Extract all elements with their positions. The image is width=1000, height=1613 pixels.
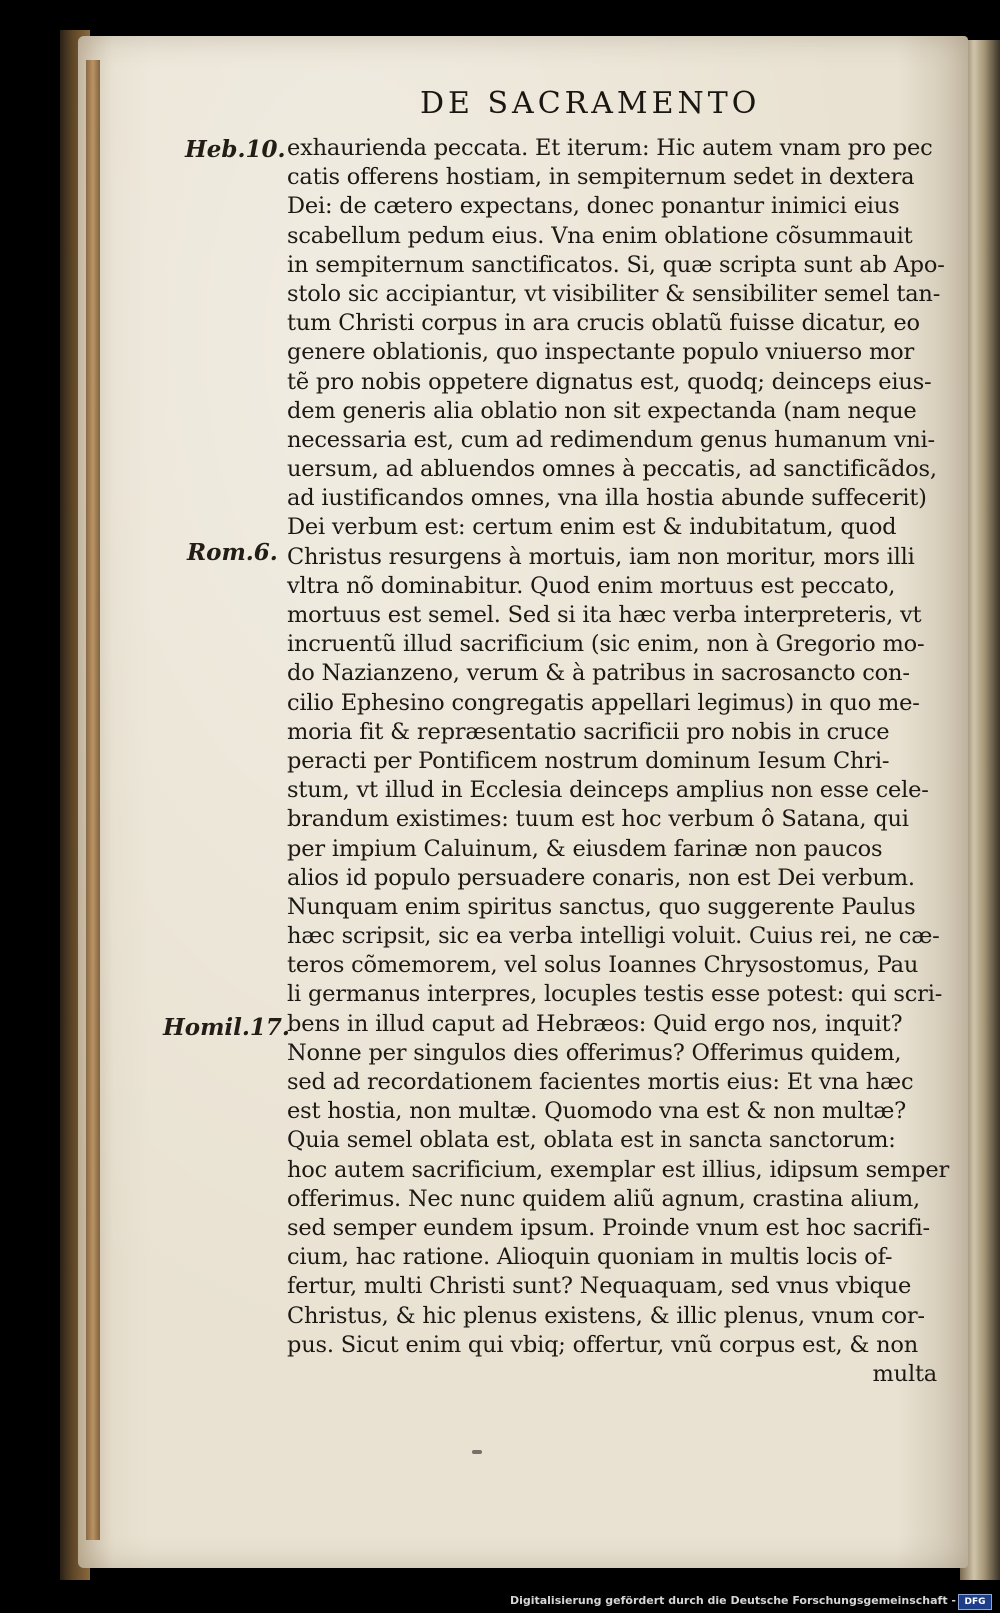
margin-note-homil: Homil.17. — [163, 1014, 290, 1041]
text-line: tẽ pro nobis oppetere dignatus est, quodq; deinceps eius- — [287, 368, 932, 395]
text-line: stolo sic accipiantur, vt visibiliter & sensibiliter semel tan- — [287, 280, 941, 307]
text-line: peracti per Pontificem nostrum dominum Iesum Chri- — [287, 747, 890, 774]
text-line: Nunquam enim spiritus sanctus, quo suggerente Paulus — [287, 893, 916, 920]
text-line: Dei: de cætero expectans, donec ponantur inimici eius — [287, 193, 900, 220]
text-line: per impium Caluinum, & eiusdem farinæ non paucos — [287, 835, 883, 862]
margin-note-rom: Rom.6. — [187, 539, 278, 566]
page-gutter-edge — [86, 60, 100, 1540]
text-line: incruentũ illud sacrificium (sic enim, non à Gregorio mo- — [287, 631, 925, 658]
ink-smudge — [472, 1450, 482, 1454]
text-line: Nonne per singulos dies offerimus? Offerimus quidem, — [287, 1039, 902, 1066]
running-head: DE SACRAMENTO — [420, 86, 761, 121]
text-line: scabellum pedum eius. Vna enim oblatione cõsummauit — [287, 222, 913, 249]
text-line: hæc scripsit, sic ea verba intelligi voluit. Cuius rei, ne cæ- — [287, 923, 940, 950]
text-line: in sempiternum sanctificatos. Si, quæ scripta sunt ab Apo- — [287, 251, 945, 278]
text-line: mortuus est semel. Sed si ita hæc verba interpreteris, vt — [287, 602, 922, 628]
text-line: bens in illud caput ad Hebræos: Quid ergo nos, inquit? — [287, 1010, 903, 1037]
footer-credit: Digitalisierung gefördert durch die Deutsche Forschungsgemeinschaft - — [509, 1594, 956, 1607]
text-line: Quia semel oblata est, oblata est in sancta sanctorum: — [287, 1127, 896, 1154]
dfg-logo-icon: DFG — [958, 1594, 992, 1610]
text-line: li germanus interpres, locuples testis esse potest: qui scri- — [287, 981, 943, 1008]
body-text — [287, 134, 950, 1389]
text-line: do Nazianzeno, verum & à patribus in sacrosancto con- — [287, 660, 910, 687]
text-line: vltra nõ dominabitur. Quod enim mortuus est peccato, — [287, 572, 896, 599]
text-line: cilio Ephesino congregatis appellari legimus) in quo me- — [287, 689, 920, 716]
margin-note-heb: Heb.10. — [185, 136, 286, 163]
text-line: Christus, & hic plenus existens, & illic plenus, vnum cor- — [287, 1302, 925, 1329]
text-line: exhaurienda peccata. Et iterum: Hic autem vnam pro pec — [287, 135, 933, 161]
text-line: offerimus. Nec nunc quidem aliũ agnum, crastina alium, — [287, 1185, 920, 1212]
text-line: teros cõmemorem, vel solus Ioannes Chrysostomus, Pau — [287, 952, 919, 979]
text-line: genere oblationis, quo inspectante populo vniuerso mor — [287, 339, 915, 366]
text-line: fertur, multi Christi sunt? Nequaquam, sed vnus vbique — [287, 1273, 912, 1300]
text-line: brandum existimes: tuum est hoc verbum ô Satana, qui — [287, 806, 909, 833]
text-line: Dei verbum est: certum enim est & indubitatum, quod — [287, 514, 897, 541]
text-line: hoc autem sacrificium, exemplar est illius, idipsum semper — [287, 1156, 950, 1183]
text-line: catis offerens hostiam, in sempiternum sedet in dextera — [287, 164, 915, 191]
text-line: uersum, ad abluendos omnes à peccatis, ad sanctificãdos, — [287, 456, 937, 483]
text-line: cium, hac ratione. Alioquin quoniam in multis locis of- — [287, 1244, 893, 1271]
text-line: necessaria est, cum ad redimendum genus humanum vni- — [287, 426, 935, 453]
text-line: Christus resurgens à mortuis, iam non moritur, mors illi — [287, 543, 915, 570]
text-line: pus. Sicut enim qui vbiq; offertur, vnũ corpus est, & non — [287, 1331, 919, 1358]
text-line: sed semper eundem ipsum. Proinde vnum est hoc sacrifi- — [287, 1214, 930, 1241]
text-line: est hostia, non multæ. Quomodo vna est & non multæ? — [287, 1098, 907, 1125]
text-line: ad iustificandos omnes, vna illa hostia abunde suffecerit) — [287, 485, 927, 512]
catchword: multa — [872, 1360, 937, 1387]
text-line: stum, vt illud in Ecclesia deinceps amplius non esse cele- — [287, 777, 929, 804]
text-line: tum Christi corpus in ara crucis oblatũ fuisse dicatur, eo — [287, 310, 920, 337]
text-line: dem generis alia oblatio non sit expectanda (nam neque — [287, 397, 917, 424]
text-line: sed ad recordationem facientes mortis eius: Et vna hæc — [287, 1069, 914, 1095]
text-line: alios id populo persuadere conaris, non est Dei verbum. — [287, 864, 915, 891]
text-line: moria fit & repræsentatio sacrificii pro nobis in cruce — [287, 718, 890, 745]
